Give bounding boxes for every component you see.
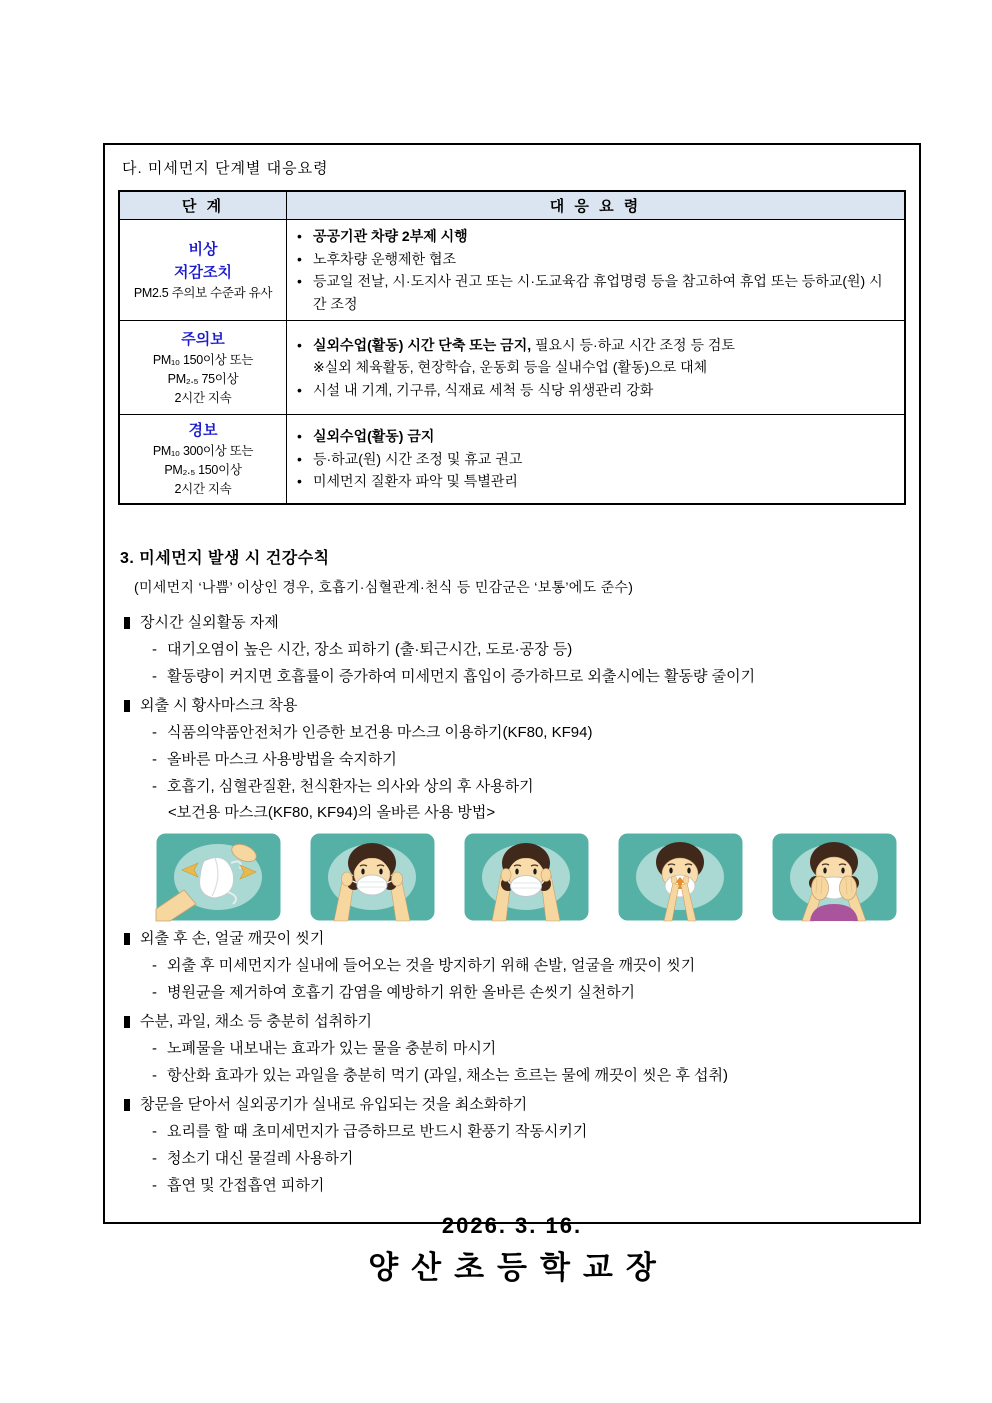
mask-instruction-images [156,833,906,921]
health-group-title: 창문을 닫아서 실외공기가 실내로 유입되는 것을 최소화하기 [118,1092,906,1118]
notice-date: 2026. 3. 16. [441,1213,583,1238]
health-rules-list [118,610,906,1199]
health-item: - 호흡기, 심혈관질환, 천식환자는 의사와 상의 후 사용하기 [118,773,906,800]
square-bullet-icon [124,700,130,712]
health-item: - 올바른 마스크 사용방법을 숙지하기 [118,746,906,773]
response-cell [287,220,906,321]
bullet: • [297,381,302,398]
health-group-title: 외출 시 황사마스크 착용 [118,693,906,719]
health-rules-heading: 3. 미세먼지 발생 시 건강수칙 [120,550,330,567]
dash-bullet: - [152,668,157,685]
stage-criteria: PM₁₀ 300이상 또는 [152,444,254,458]
square-bullet-icon [124,1099,130,1111]
dash-bullet: - [152,751,157,768]
stage-cell [119,321,287,415]
mask-usage-note: <보건용 마스크(KF80, KF94)의 올바른 사용 방법> [168,804,496,821]
response-item: • 미세먼지 질환자 파악 및 특별관리 [297,470,894,493]
bullet: • [297,250,302,267]
health-item: - 외출 후 미세먼지가 실내에 들어오는 것을 방지하기 위해 손발, 얼굴을 깨끗이 씻기 [118,952,906,979]
response-item: ※실외 체육활동, 현장학습, 운동회 등을 실내수업 (활동)으로 대체 [313,359,708,376]
health-item: - 항산화 효과가 있는 과일을 충분히 먹기 (과일, 채소는 흐르는 물에 깨끗이 씻은 후 섭취) [118,1062,906,1089]
mask-strap-pull-illustration [310,833,435,921]
square-bullet-icon [124,933,130,945]
stage-criteria: PM₂.₅ 75이상 [167,371,239,386]
stage-criteria: PM2.5 주의보 수준과 유사 [133,285,273,300]
section-c-title: 다. 미세먼지 단계별 대응요령 [122,160,329,177]
health-item: - 요리를 할 때 초미세먼지가 급증하므로 반드시 환풍기 작동시키기 [118,1118,906,1145]
response-item: • 실외수업(활동) 시간 단축 또는 금지, 필요시 등·하교 시간 조정 등 검토 [297,334,894,357]
response-cell [287,415,906,505]
mask-unfold-illustration [156,833,281,921]
dash-bullet: - [152,984,157,1001]
page-border-box [103,143,921,1285]
response-cell [287,321,906,415]
health-item: - 대기오염이 높은 시간, 장소 피하기 (출·퇴근시간, 도로·공장 등) [118,636,906,663]
stage-title: 저감조치 [174,263,232,281]
mask-nose-clip-illustration [618,833,743,921]
health-group-title: 수분, 과일, 채소 등 충분히 섭취하기 [118,1009,906,1035]
stage-title: 경보 [188,422,218,439]
stage-criteria: 2시간 지속 [174,390,232,405]
square-bullet-icon [124,617,130,629]
dash-bullet: - [152,1123,157,1140]
dash-bullet: - [152,641,157,658]
table-header-stage: 단 계 [119,191,287,220]
dash-bullet: - [152,1150,157,1167]
table-row-emergency-reduction [119,220,905,321]
principal-signature: 양산초등학교장 [368,1250,669,1285]
dash-bullet: - [152,957,157,974]
dash-bullet: - [152,1177,157,1194]
response-item: • 공공기관 차량 2부제 시행 [297,225,894,248]
stage-title: 주의보 [181,330,225,348]
stage-cell [119,415,287,505]
bullet: • [297,336,302,353]
stage-criteria: 2시간 지속 [174,482,232,496]
health-group-title: 외출 후 손, 얼굴 깨끗이 씻기 [118,926,906,952]
health-rules-subheading: (미세먼지 ‘나쁨’ 이상인 경우, 호흡기·심혈관계·천식 등 민감군은 ‘보통’에도 준수) [134,579,634,595]
health-item: - 흡연 및 간접흡연 피하기 [118,1172,906,1199]
table-header-row [119,191,905,220]
bullet: • [297,428,302,445]
dash-bullet: - [152,1067,157,1084]
stage-criteria: PM₁₀ 150이상 또는 [152,352,254,367]
dust-stage-response-table [118,190,906,505]
health-item: - 식품의약품안전처가 인증한 보건용 마스크 이용하기(KF80, KF94) [118,719,906,746]
table-header-response: 대 응 요 령 [287,191,906,220]
response-item: • 노후차량 운행제한 협조 [297,248,894,271]
health-item: - 병원균을 제거하여 호흡기 감염을 예방하기 위한 올바른 손씻기 실천하기 [118,979,906,1006]
table-row-watch [119,321,905,415]
health-group-title: 장시간 실외활동 자제 [118,610,906,636]
response-item: • 실외수업(활동) 금지 [297,425,894,448]
response-item: • 등·하교(원) 시간 조정 및 휴교 권고 [297,448,894,471]
response-item: • 등교일 전날, 시·도지사 권고 또는 시·도교육감 휴업명령 등을 참고하여 휴업 또는 등하교(원) 시간 조정 [297,270,894,315]
dash-bullet: - [152,778,157,795]
response-item: • 시설 내 기계, 기구류, 식재료 세척 등 식당 위생관리 강화 [297,379,894,402]
bullet: • [297,228,302,244]
mask-strap-ear-illustration [464,833,589,921]
stage-criteria: PM₂.₅ 150이상 [164,463,242,477]
table-row-warning [119,415,905,505]
stage-title: 비상 [188,240,218,258]
bullet: • [297,273,302,289]
dash-bullet: - [152,1040,157,1057]
square-bullet-icon [124,1016,130,1028]
health-item: - 활동량이 커지면 호흡률이 증가하여 미세먼지 흡입이 증가하므로 외출시에는 활동량 줄이기 [118,663,906,690]
dash-bullet: - [152,724,157,741]
bullet: • [297,473,302,490]
stage-cell [119,220,287,321]
bullet: • [297,450,302,467]
health-item: - 노폐물을 내보내는 효과가 있는 물을 충분히 마시기 [118,1035,906,1062]
health-item: - 청소기 대신 물걸레 사용하기 [118,1145,906,1172]
mask-fit-check-illustration [772,833,897,921]
